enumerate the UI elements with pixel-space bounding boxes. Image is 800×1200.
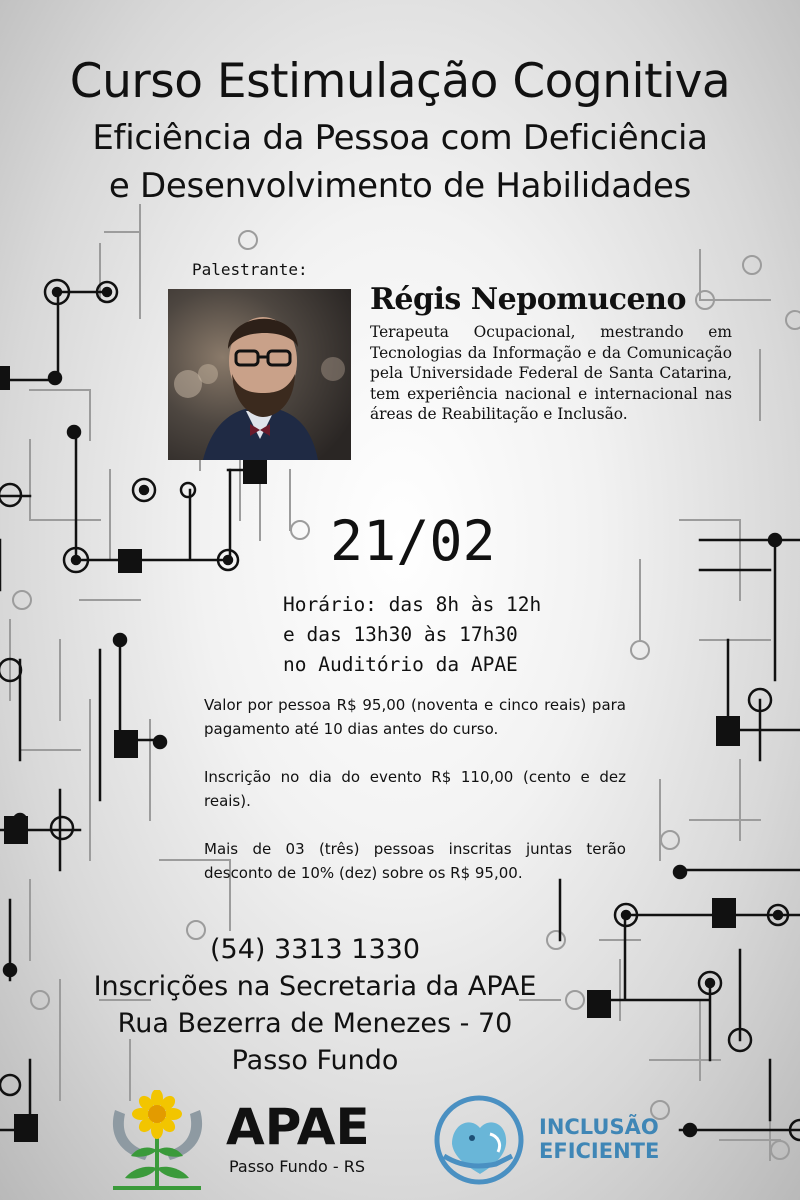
pricing-info <box>204 693 626 909</box>
pricing-paragraph: Inscrição no dia do evento R$ 110,00 (cento e dez reais). <box>204 768 626 810</box>
schedule-line: e das 13h30 às 17h30 <box>283 623 518 646</box>
apae-brand-name: APAE <box>226 1098 370 1156</box>
event-date: 21/02 <box>330 509 496 573</box>
apae-flower-logo-icon <box>105 1090 210 1192</box>
event-schedule <box>283 590 541 680</box>
speaker-bio: Terapeuta Ocupacional, mestrando em Tecnologias da Informação e da Comunicação pela Universidade Federal de Santa Catarina, tem experiência nacional e internacional nas áreas de Reabilitação e Inclusão. <box>370 323 732 423</box>
contact-line: Inscrições na Secretaria da APAE <box>93 971 537 1002</box>
contact-line: Passo Fundo <box>231 1045 399 1076</box>
pricing-paragraph: Mais de 03 (três) pessoas inscritas juntas terão desconto de 10% (dez) sobre os R$ 95,00. <box>204 840 626 882</box>
speaker-label: Palestrante: <box>192 260 308 279</box>
course-subtitle-line-1: Eficiência da Pessoa com Deficiência <box>92 118 708 158</box>
registration-info <box>0 968 630 1079</box>
speaker-photo <box>168 289 351 460</box>
speaker-name: Régis Nepomuceno <box>370 282 686 317</box>
schedule-line: Horário: das 8h às 12h <box>283 593 542 616</box>
course-title: Curso Estimulação Cognitiva <box>69 54 731 109</box>
inclusao-eficiente-logo-icon <box>430 1094 528 1186</box>
contact-line: Rua Bezerra de Menezes - 70 <box>117 1008 513 1039</box>
schedule-line: no Auditório da APAE <box>283 653 518 676</box>
inclusao-eficiente-wordmark <box>539 1115 659 1163</box>
inclusao-line: INCLUSÃO <box>539 1115 659 1139</box>
course-subtitle-line-2: e Desenvolvimento de Habilidades <box>108 166 692 206</box>
apae-city: Passo Fundo - RS <box>229 1157 366 1176</box>
pricing-paragraph: Valor por pessoa R$ 95,00 (noventa e cinco reais) para pagamento até 10 dias antes do curso. <box>204 696 626 738</box>
phone-number: (54) 3313 1330 <box>209 934 420 965</box>
eficiente-line: EFICIENTE <box>539 1139 660 1163</box>
